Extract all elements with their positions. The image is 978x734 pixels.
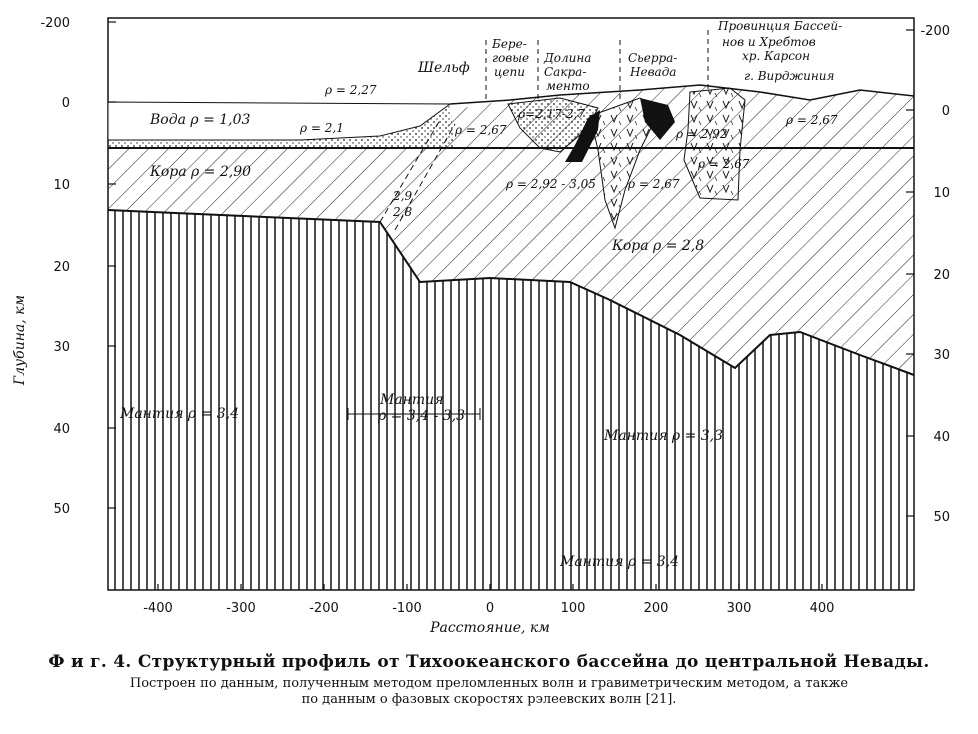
caption-title: Ф и г. 4. Структурный профиль от Тихоокеанского бассейна до центральной Невады. — [48, 652, 930, 672]
label-mantle-34-bottom: Мантия ρ = 3,4 — [560, 554, 680, 570]
label-rho-267-c: ρ = 2,67 — [698, 157, 750, 171]
x-tick-label: 0 — [485, 601, 495, 616]
y-axis-left-ticks — [40, 16, 116, 517]
province-coastal-1: Бере- — [492, 37, 527, 51]
x-tick-label: -300 — [226, 601, 256, 616]
label-crust-28: Кора ρ = 2,8 — [612, 238, 705, 254]
y-tick-label-left: 50 — [53, 502, 70, 517]
y-tick-label-right: 10 — [933, 186, 950, 201]
y-axis-title: Глубина, км — [12, 294, 28, 386]
label-rho-29: 2,9 — [393, 189, 413, 203]
province-basin-2: нов и Хребтов — [722, 35, 816, 49]
label-rho-292-305: ρ = 2,92 - 3,05 — [506, 177, 596, 191]
caption-line-1: Построен по данным, полученным методом преломленных волн и гравиметрическим методом, а также — [129, 676, 849, 691]
y-tick-label-left: 30 — [53, 340, 70, 355]
y-tick-label-left: -200 — [40, 16, 70, 31]
label-rho-267-a: ρ = 2,67 — [455, 123, 507, 137]
province-valley-3: менто — [546, 79, 590, 93]
x-tick-label: -400 — [143, 601, 173, 616]
x-tick-label: -100 — [392, 601, 422, 616]
x-tick-label: 400 — [809, 601, 835, 616]
x-tick-label: 200 — [643, 601, 669, 616]
label-rho-267-d: ρ = 2,67 — [628, 177, 680, 191]
label-virginia: г. Вирджиния — [744, 69, 835, 83]
y-tick-label-left: 20 — [53, 260, 70, 275]
y-tick-label-right: 40 — [933, 430, 950, 445]
province-sierra-2: Невада — [630, 65, 677, 79]
y-tick-label-right: 20 — [933, 268, 950, 283]
label-rho-28-small: 2,8 — [393, 205, 413, 219]
label-mantle-33: Мантия ρ = 3,3 — [604, 428, 724, 444]
province-sierra-1: Сьерра- — [628, 51, 678, 65]
province-valley-2: Сакра- — [544, 65, 587, 79]
province-valley-1: Долина — [544, 51, 592, 65]
province-coastal-2: говые — [492, 51, 530, 65]
y-tick-label-right: -200 — [920, 24, 950, 39]
label-carson: хр. Карсон — [742, 49, 811, 63]
province-coastal-3: цепи — [494, 65, 525, 79]
label-water: Вода ρ = 1,03 — [150, 112, 251, 128]
y-tick-label-right: 0 — [941, 104, 950, 119]
y-tick-label-left: 0 — [61, 96, 70, 111]
y-tick-label-right: 50 — [933, 510, 950, 525]
y-tick-label-left: 10 — [53, 178, 70, 193]
x-tick-label: 300 — [726, 601, 752, 616]
y-tick-label-right: 30 — [933, 348, 950, 363]
label-mantle-34-left: Мантия ρ = 3,4 — [120, 406, 240, 422]
figure-caption — [18, 652, 960, 708]
province-basin-1: Провинция Бассей- — [718, 19, 843, 33]
label-sed-21: ρ = 2,1 — [300, 121, 344, 135]
label-mantle-mid-rho: ρ = 3,4 - 3,3 — [378, 408, 466, 424]
y-tick-label-left: 40 — [53, 422, 70, 437]
label-rho-217-27: ρ=2,17-2,7 — [518, 107, 585, 121]
label-rho-292: ρ = 2,92 — [676, 127, 728, 141]
caption-line-2: по данным о фазовых скоростях рэлеевских волн [21]. — [301, 692, 677, 707]
label-sed-227: ρ = 2,27 — [325, 83, 377, 97]
caption-body — [18, 676, 960, 708]
x-axis-title: Расстояние, км — [430, 620, 550, 636]
x-tick-label: 100 — [560, 601, 586, 616]
x-tick-label: -200 — [309, 601, 339, 616]
label-crust-290: Кора ρ = 2,90 — [150, 164, 252, 180]
label-rho-267-b: ρ = 2,67 — [786, 113, 838, 127]
label-mantle-mid-title: Мантия — [380, 392, 444, 408]
province-shelf: Шельф — [418, 60, 470, 76]
